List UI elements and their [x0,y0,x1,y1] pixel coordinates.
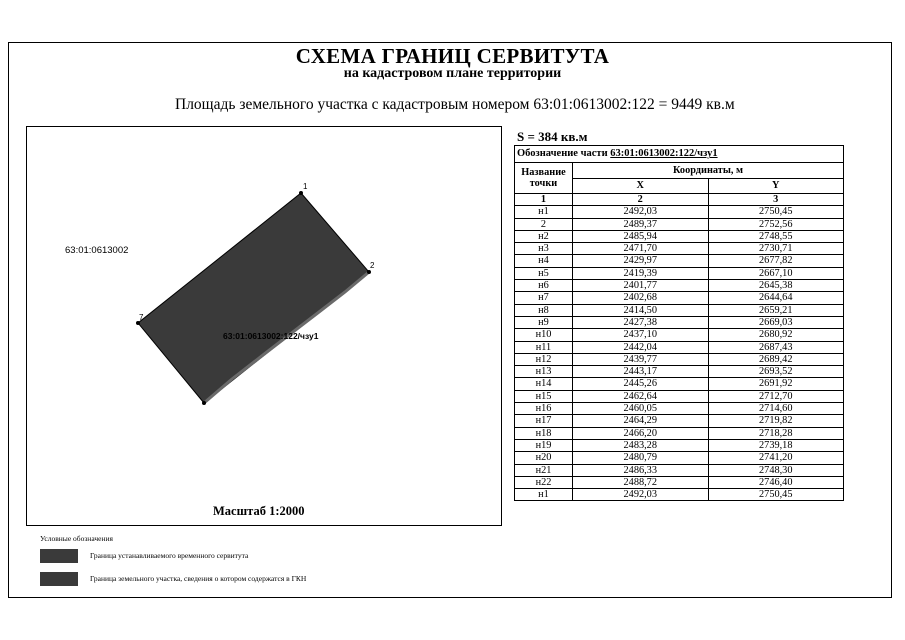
cell-name: н22 [515,476,573,488]
cell-x: 2443,17 [573,366,709,378]
table-row [515,452,844,464]
table-row [515,390,844,402]
table-row [515,292,844,304]
cell-y: 2748,30 [708,464,844,476]
cell-name: н20 [515,452,573,464]
cell-y: 2719,82 [708,415,844,427]
cell-name: н6 [515,280,573,292]
header-x: X [573,178,709,194]
table-header-row [515,163,844,179]
cell-x: 2439,77 [573,353,709,365]
cell-x: 2466,20 [573,427,709,439]
table-row [515,464,844,476]
servitude-part-label: 63:01:0613002:122/чзу1 [223,331,319,341]
cell-name: н18 [515,427,573,439]
cell-x: 2429,97 [573,255,709,267]
cell-name: н11 [515,341,573,353]
cell-x: 2483,28 [573,439,709,451]
cell-y: 2750,45 [708,489,844,501]
cell-name: н1 [515,206,573,218]
cell-y: 2669,03 [708,316,844,328]
cell-x: 2402,68 [573,292,709,304]
cell-x: 2445,26 [573,378,709,390]
table-row [515,366,844,378]
legend-swatch [40,572,78,586]
table-caption: Обозначение части 63:01:0613002:122/чзу1 [515,146,844,163]
cell-y: 2718,28 [708,427,844,439]
table-row [515,329,844,341]
table-caption-row [515,146,844,163]
table-row [515,378,844,390]
document-subtitle: на кадастровом плане территории [343,66,562,81]
cell-y: 2730,71 [708,243,844,255]
land-area-statement: Площадь земельного участка с кадастровым номером 63:01:0613002:122 = 9449 кв.м [175,96,735,113]
table-row [515,206,844,218]
table-row [515,280,844,292]
table-column-numbers [515,194,844,206]
cell-name: н1 [515,489,573,501]
cell-name: н15 [515,390,573,402]
legend-swatch [40,549,78,563]
boundary-point-marker [202,401,206,405]
cell-y: 2667,10 [708,267,844,279]
boundary-point-marker [299,191,303,195]
table-row [515,230,844,242]
header-coordinates: Координаты, м [573,163,844,179]
legend-label: Граница устанавливаемого временного сервитута [90,551,249,560]
cell-y: 2714,60 [708,403,844,415]
column-number: 1 [515,194,573,206]
header-y: Y [708,178,844,194]
cell-name: н5 [515,267,573,279]
cell-x: 2492,03 [573,206,709,218]
boundary-point-marker [367,270,371,274]
cell-y: 2680,92 [708,329,844,341]
cell-y: 2644,64 [708,292,844,304]
cell-x: 2486,33 [573,464,709,476]
cell-y: 2693,52 [708,366,844,378]
header-point-name: Название точки [515,163,573,194]
cell-y: 2689,42 [708,353,844,365]
cell-x: 2401,77 [573,280,709,292]
cell-name: н21 [515,464,573,476]
cell-y: 2645,38 [708,280,844,292]
cell-x: 2462,64 [573,390,709,402]
cell-x: 2489,37 [573,218,709,230]
cell-name: н14 [515,378,573,390]
cell-x: 2460,05 [573,403,709,415]
table-row [515,316,844,328]
cell-name: н9 [515,316,573,328]
cell-y: 2746,40 [708,476,844,488]
legend-title: Условные обозначения [40,534,113,543]
cell-y: 2741,20 [708,452,844,464]
cell-x: 2437,10 [573,329,709,341]
table-row [515,489,844,501]
document-title: СХЕМА ГРАНИЦ СЕРВИТУТА [295,44,610,68]
cell-y: 2677,82 [708,255,844,267]
table-row [515,218,844,230]
table-row [515,403,844,415]
servitude-area: S = 384 кв.м [517,129,588,144]
cell-name: н13 [515,366,573,378]
cell-name: н17 [515,415,573,427]
parcel-polygon [138,193,369,403]
cell-name: н10 [515,329,573,341]
cell-x: 2471,70 [573,243,709,255]
cell-name: н19 [515,439,573,451]
cell-x: 2488,72 [573,476,709,488]
point-label-7: 7 [139,313,144,322]
point-label-2: 2 [370,261,375,270]
cell-name: 2 [515,218,573,230]
cell-name: н2 [515,230,573,242]
cell-x: 2442,04 [573,341,709,353]
cell-y: 2659,21 [708,304,844,316]
map-drawing [27,127,501,525]
table-row [515,243,844,255]
cell-x: 2419,39 [573,267,709,279]
cell-name: н8 [515,304,573,316]
cell-y: 2748,55 [708,230,844,242]
column-number: 2 [573,194,709,206]
legend-label: Граница земельного участка, сведения о котором содержатся в ГКН [90,574,307,583]
table-row [515,255,844,267]
map-scale: Масштаб 1:2000 [213,504,305,518]
coordinates-table [514,145,844,501]
cell-y: 2691,92 [708,378,844,390]
cell-y: 2687,43 [708,341,844,353]
table-row [515,267,844,279]
cell-name: н12 [515,353,573,365]
cell-x: 2427,38 [573,316,709,328]
cadastral-quarter-label: 63:01:0613002 [65,245,129,256]
cell-y: 2712,70 [708,390,844,402]
cell-x: 2492,03 [573,489,709,501]
cell-name: н4 [515,255,573,267]
cell-name: н16 [515,403,573,415]
cell-name: н7 [515,292,573,304]
point-label-1: 1 [303,182,308,191]
cell-x: 2480,79 [573,452,709,464]
cell-x: 2464,29 [573,415,709,427]
table-row [515,341,844,353]
table-row [515,427,844,439]
table-row [515,439,844,451]
table-row [515,353,844,365]
cell-name: н3 [515,243,573,255]
column-number: 3 [708,194,844,206]
cadastral-map [26,126,502,526]
cell-y: 2750,45 [708,206,844,218]
cell-y: 2739,18 [708,439,844,451]
cell-x: 2414,50 [573,304,709,316]
table-row [515,476,844,488]
table-row [515,415,844,427]
table-row [515,304,844,316]
cell-x: 2485,94 [573,230,709,242]
cell-y: 2752,56 [708,218,844,230]
